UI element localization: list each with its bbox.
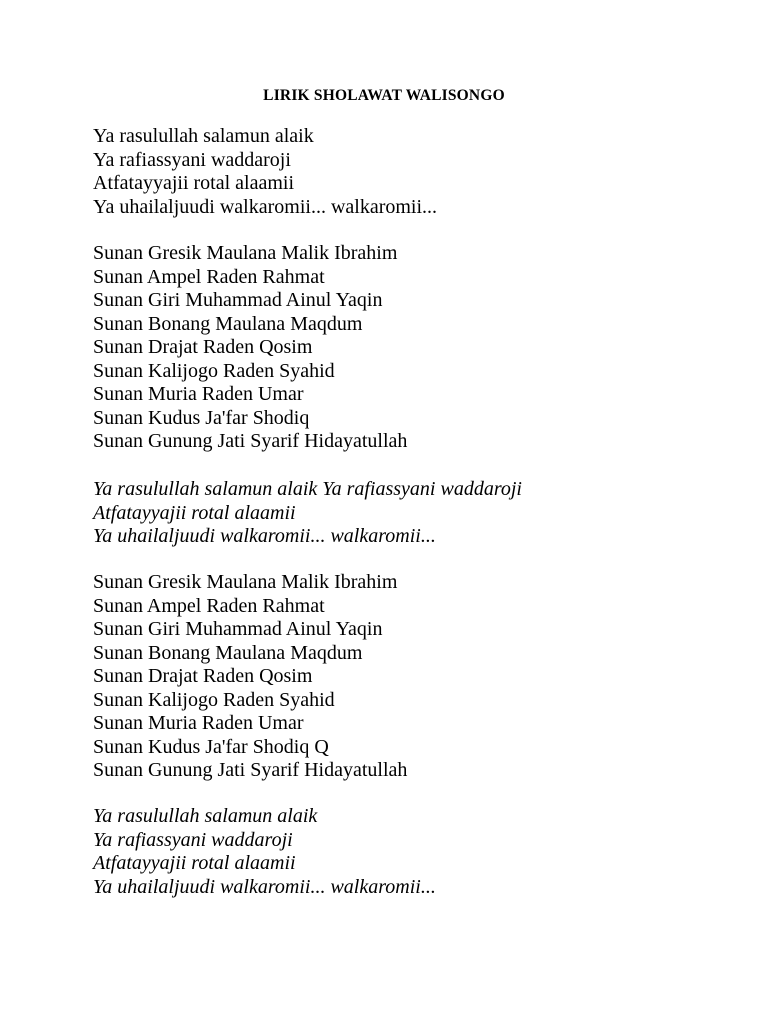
lyric-line: Sunan Ampel Raden Rahmat xyxy=(93,594,325,617)
lyric-line: Ya uhailaljuudi walkaromii... walkaromii... xyxy=(93,525,436,547)
stanza-1 xyxy=(93,125,733,219)
lyric-line: Sunan Bonang Maulana Maqdum xyxy=(93,641,363,664)
lyric-line: Sunan Kudus Ja'far Shodiq xyxy=(93,406,310,429)
lyric-line: Sunan Kudus Ja'far Shodiq Q xyxy=(93,735,329,758)
lyric-line: Sunan Giri Muhammad Ainul Yaqin xyxy=(93,618,383,640)
lyric-line: Atfatayyajii rotal alaamii xyxy=(93,852,296,874)
lyric-line: Sunan Drajat Raden Qosim xyxy=(93,665,313,687)
lyric-line: Sunan Gunung Jati Syarif Hidayatullah xyxy=(93,430,408,452)
lyric-line: Sunan Muria Raden Umar xyxy=(93,712,304,734)
lyric-line: Sunan Giri Muhammad Ainul Yaqin xyxy=(93,289,383,311)
lyric-line: Ya rasulullah salamun alaik xyxy=(93,805,318,827)
lyric-line: Ya uhailaljuudi walkaromii... walkaromii... xyxy=(93,195,438,218)
lyric-line: Sunan Kalijogo Raden Syahid xyxy=(93,359,335,382)
lyric-line: Sunan Gresik Maulana Malik Ibrahim xyxy=(93,242,398,264)
lyric-line: Ya rafiassyani waddaroji xyxy=(93,148,291,171)
lyric-line: Sunan Drajat Raden Qosim xyxy=(93,336,313,358)
lyric-line: Sunan Kalijogo Raden Syahid xyxy=(93,688,335,711)
stanza-4 xyxy=(93,571,733,783)
stanza-2 xyxy=(93,242,733,454)
lyric-line: Sunan Gresik Maulana Malik Ibrahim xyxy=(93,571,398,593)
lyric-line: Atfatayyajii rotal alaamii xyxy=(93,501,296,524)
stanza-5 xyxy=(93,805,733,899)
lyric-line: Sunan Ampel Raden Rahmat xyxy=(93,265,325,288)
lyric-line: Sunan Muria Raden Umar xyxy=(93,383,304,405)
lyric-line: Ya uhailaljuudi walkaromii... walkaromii... xyxy=(93,875,436,898)
lyric-line: Ya rafiassyani waddaroji xyxy=(93,828,293,851)
document-title: LIRIK SHOLAWAT WALISONGO xyxy=(263,87,505,104)
lyric-line: Atfatayyajii rotal alaamii xyxy=(93,172,295,194)
stanza-3 xyxy=(93,478,733,549)
lyric-line: Ya rasulullah salamun alaik Ya rafiassyani waddaroji xyxy=(93,478,522,500)
lyric-line: Sunan Gunung Jati Syarif Hidayatullah xyxy=(93,759,408,781)
lyric-line: Ya rasulullah salamun alaik xyxy=(93,125,314,147)
lyric-line: Sunan Bonang Maulana Maqdum xyxy=(93,312,363,335)
